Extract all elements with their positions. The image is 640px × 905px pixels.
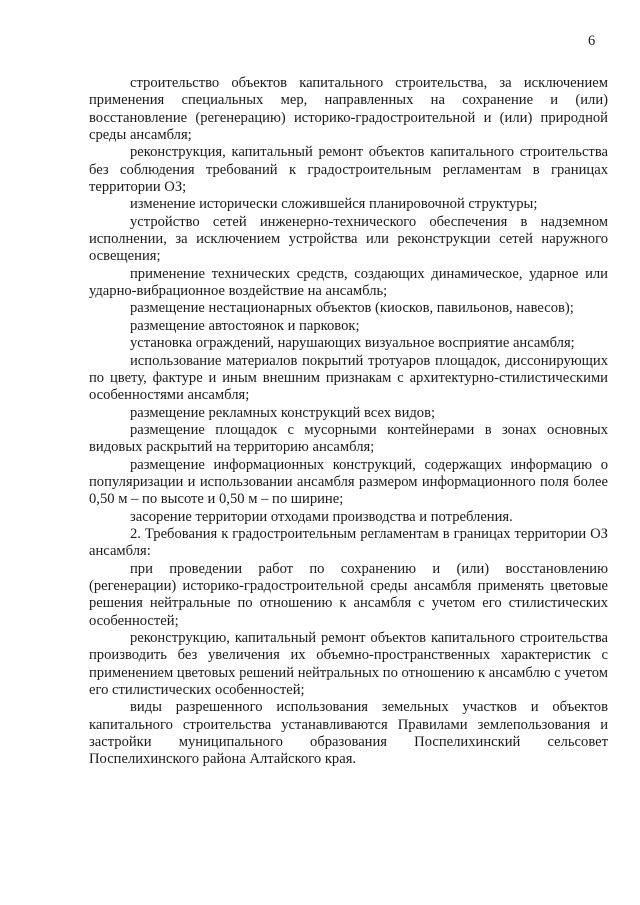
paragraph-construction-ban: строительство объектов капитального строительства, за исключением применения специальных мер, направленных на сохранение и (или) восстановление (регенерацию) историко-градостроительной и (или) природной среды ансамбля; bbox=[89, 75, 608, 144]
page-number: 6 bbox=[588, 33, 596, 49]
paragraph-fences: установка ограждений, нарушающих визуальное восприятие ансамбля; bbox=[130, 335, 575, 352]
paragraph-littering: засорение территории отходами производства и потребления. bbox=[130, 508, 513, 525]
document-body bbox=[89, 75, 608, 769]
paragraph-paving-materials: использование материалов покрытий тротуаров площадок, диссонирующих по цвету, фактуре и иным внешним признакам с архитектурно-стилистическими особенностями ансамбля; bbox=[89, 352, 608, 404]
paragraph-waste-containers: размещение площадок с мусорными контейнерами в зонах основных видовых раскрытий на территорию ансамбля; bbox=[89, 421, 608, 456]
paragraph-land-use-rules: виды разрешенного использования земельных участков и объектов капитального строительства устанавливаются Правилами землепользования и застройки муниципального образования Поспелихинский сельсовет Поспелихинского района Алтайского края. bbox=[89, 699, 608, 768]
paragraph-planning-structure: изменение исторически сложившейся планировочной структуры; bbox=[130, 196, 538, 213]
paragraph-dynamic-impact: применение технических средств, создающих динамическое, ударное или ударно-вибрационное воздействие на ансамбль; bbox=[89, 265, 608, 300]
paragraph-parking: размещение автостоянок и парковок; bbox=[130, 317, 360, 334]
paragraph-utility-networks: устройство сетей инженерно-технического обеспечения в надземном исполнении, за исключением устройства или реконструкции сетей наружного освещения; bbox=[89, 213, 608, 265]
paragraph-info-structures: размещение информационных конструкций, содержащих информацию о популяризации и использовании ансамбля размером информационного поля более 0,50 м – по высоте и 0,50 м – по ширине; bbox=[89, 456, 608, 508]
paragraph-kiosks: размещение нестационарных объектов (киосков, павильонов, навесов); bbox=[130, 300, 574, 317]
paragraph-color-solutions: при проведении работ по сохранению и (или) восстановлению (регенерации) историко-градостроительной среды ансамбля применять цветовые решения нейтральные по отношению к ансамбля с учетом его стилистических особенностей; bbox=[89, 560, 608, 629]
paragraph-advertising: размещение рекламных конструкций всех видов; bbox=[130, 404, 436, 421]
section-heading-requirements: 2. Требования к градостроительным регламентам в границах территории ОЗ ансамбля: bbox=[89, 525, 608, 560]
paragraph-reconstruction-ban: реконструкция, капитальный ремонт объектов капитального строительства без соблюдения требований к градостроительным регламентам в границах территории ОЗ; bbox=[89, 144, 608, 196]
paragraph-reconstruction-rules: реконструкцию, капитальный ремонт объектов капитального строительства производить без увеличения их объемно-пространственных характеристик с применением цветовых решений нейтральных по отношению к ансамблю с учетом его стилистических особенностей; bbox=[89, 630, 608, 699]
